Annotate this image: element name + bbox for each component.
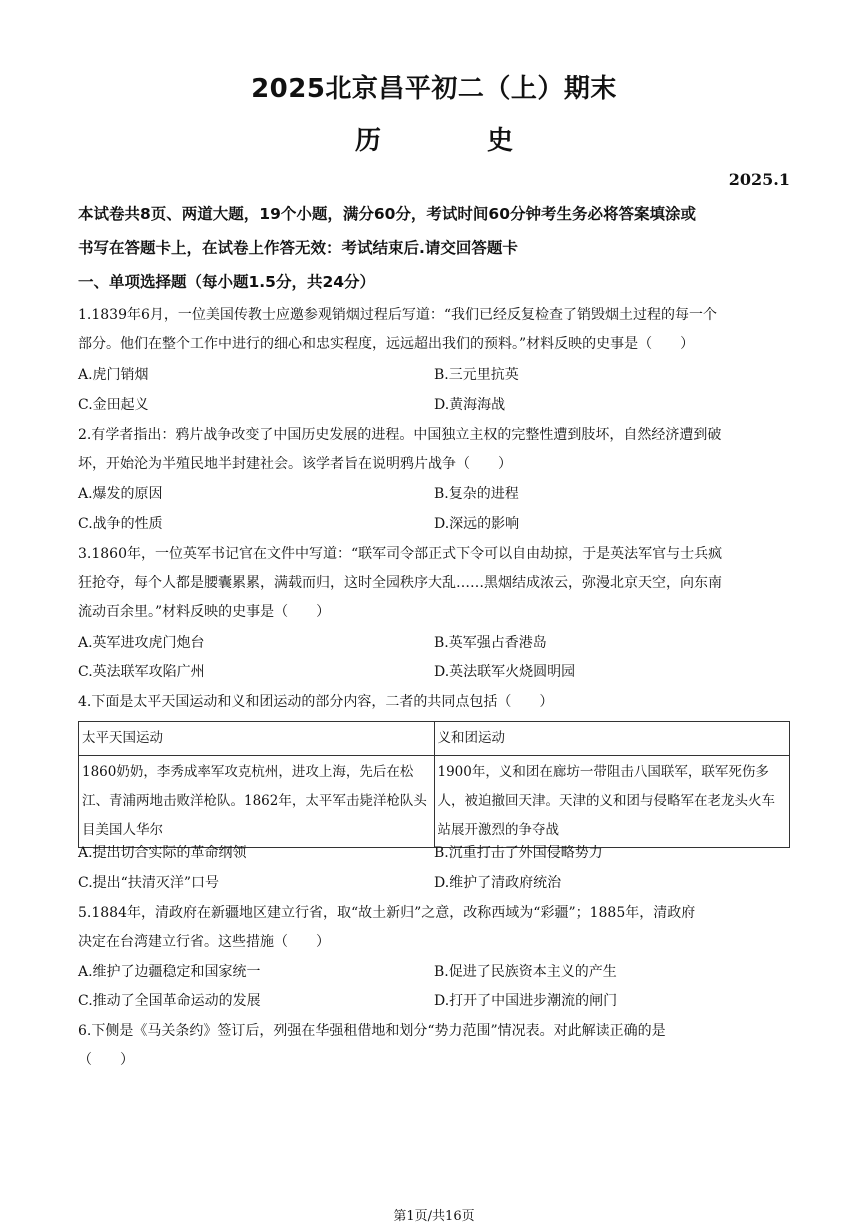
q2-stem-line-2: 坏，开始沦为半殖民地半封建社会。该学者旨在说明鸦片战争（ ） xyxy=(78,456,512,472)
q3-stem-line-3: 流动百余里。”材料反映的史事是（ ） xyxy=(78,604,331,620)
table-row xyxy=(79,756,790,848)
q4-option-c: C.提出“扶清灭洋”口号 xyxy=(78,875,219,891)
q3-option-a: A.英军进攻虎门炮台 xyxy=(78,635,205,651)
exam-title: 2025北京昌平初二（上）期末 xyxy=(251,74,617,104)
q5-option-a: A.维护了边疆稳定和国家统一 xyxy=(78,964,261,980)
table-header-cell: 太平天国运动 xyxy=(79,722,435,756)
q2-option-a: A.爆发的原因 xyxy=(78,486,163,502)
q3-option-c: C.英法联军攻陷广州 xyxy=(78,664,205,680)
q6-stem-line-1: 6.下侧是《马关条约》签订后，列强在华强租借地和划分“势力范围”情况表。对此解读正确的是 xyxy=(78,1023,666,1039)
q3-option-d: D.英法联军火烧圆明园 xyxy=(434,664,576,680)
q5-stem-line-2: 决定在台湾建立行省。这些措施（ ） xyxy=(78,934,330,950)
q2-option-b: B.复杂的进程 xyxy=(434,486,519,502)
q5-option-c: C.推动了全国革命运动的发展 xyxy=(78,993,261,1009)
q2-stem-line-1: 2.有学者指出：鸦片战争改变了中国历史发展的进程。中国独立主权的完整性遭到肢坏，自然经济遭到破 xyxy=(78,427,722,443)
q2-option-c: C.战争的性质 xyxy=(78,516,163,532)
q2-option-d: D.深远的影响 xyxy=(434,516,520,532)
q5-option-b: B.促进了民族资本主义的产生 xyxy=(434,964,617,980)
q3-stem-line-1: 3.1860年，一位英军书记官在文件中写道：“联军司令部正式下令可以自由劫掠，于是英法军官与士兵疯 xyxy=(78,546,723,562)
page-number: 第1页/共16页 xyxy=(393,1209,475,1224)
table-header-cell: 义和团运动 xyxy=(434,722,790,756)
section-heading: 一、单项选择题（每小题1.5分，共24分） xyxy=(78,273,376,291)
q5-stem-line-1: 5.1884年，清政府在新疆地区建立行省，取“故土新归”之意，改称西域为“彩疆”；1885年，清政府 xyxy=(78,905,696,921)
q6-stem-line-2: （ ） xyxy=(78,1052,134,1068)
q4-stem-line-1: 4.下面是太平天国运动和义和团运动的部分内容，二者的共同点包括（ ） xyxy=(78,694,554,710)
exam-date: 2025.1 xyxy=(728,170,790,189)
q3-option-b: B.英军强占香港岛 xyxy=(434,635,547,651)
q1-stem-line-2: 部分。他们在整个工作中进行的细心和忠实程度，远远超出我们的预料。”材料反映的史事是（ ） xyxy=(78,336,695,352)
q4-option-d: D.维护了清政府统治 xyxy=(434,875,562,891)
q1-stem-line-1: 1.1839年6月，一位美国传教士应邀参观销烟过程后写道：“我们已经反复检查了销毁烟土过程的每一个 xyxy=(78,307,718,323)
q5-option-d: D.打开了中国进步潮流的闸门 xyxy=(434,993,618,1009)
q4-option-b: B.沉重打击了外国侵略势力 xyxy=(434,845,603,861)
q1-option-d: D.黄海海战 xyxy=(434,397,506,413)
table-cell: 1860奶奶，李秀成率军攻克杭州，进攻上海，先后在松江、青浦两地击败洋枪队。1862年，太平军击毙洋枪队头目美国人华尔 xyxy=(79,756,435,848)
table-cell: 1900年，义和团在廊坊一带阻击八国联军，联军死伤多人，被迫撤回天津。天津的义和团与侵略军在老龙头火车站展开激烈的争夺战 xyxy=(434,756,790,848)
instructions-line-1: 本试卷共8页、两道大题，19个小题，满分60分，考试时间60分钟考生务必将答案填涂或 xyxy=(78,205,696,223)
q1-option-b: B.三元里抗英 xyxy=(434,367,519,383)
table-header-row xyxy=(79,722,790,756)
q4-option-a: A.提出切合实际的革命纲领 xyxy=(78,845,247,861)
instructions-line-2: 书写在答题卡上，在试卷上作答无效：考试结束后.请交回答题卡 xyxy=(78,239,518,257)
q4-comparison-table xyxy=(78,721,790,848)
subject-title: 历 史 xyxy=(354,126,553,156)
q1-option-c: C.金田起义 xyxy=(78,397,149,413)
q3-stem-line-2: 狂抢夺，每个人都是腰囊累累，满载而归，这时全园秩序大乱……黑烟结成浓云，弥漫北京天空，向东南 xyxy=(78,575,722,591)
q1-option-a: A.虎门销烟 xyxy=(78,367,149,383)
